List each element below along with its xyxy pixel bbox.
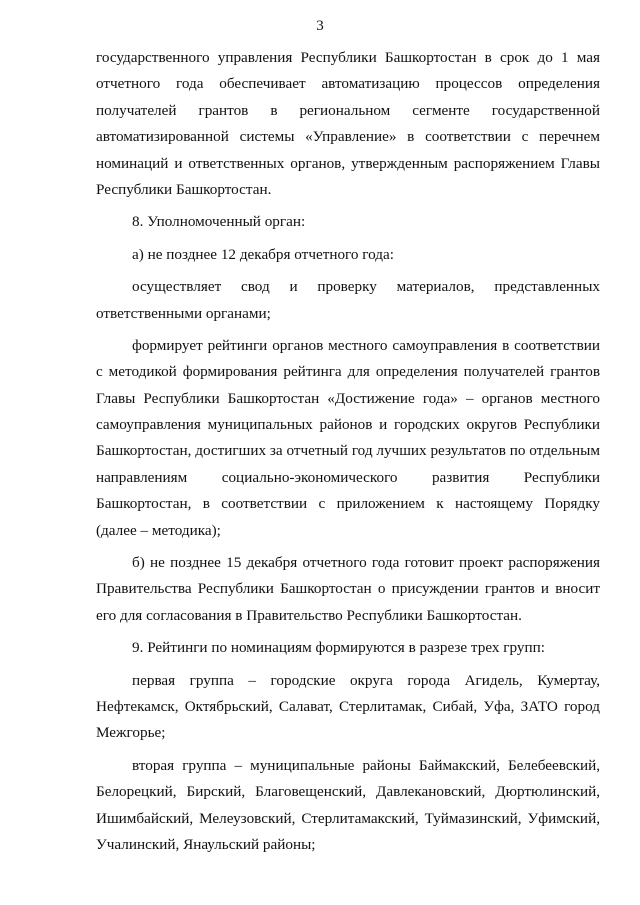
text-line: 8. Уполномоченный орган: <box>132 213 306 231</box>
text-line: получателей грантов в региональном сегменте государственной <box>96 101 600 119</box>
text-line: Главы Республики Башкортостан «Достижение года» – органов местного <box>96 389 600 407</box>
text-line: с методикой формирования рейтинга для определения получателей грантов <box>96 363 600 381</box>
text-line: его для согласования в Правительство Республики Башкортостан. <box>96 606 522 624</box>
text-line: Башкортостан, достигших за отчетный год лучших результатов по отдельным <box>96 442 600 460</box>
text-line: а) не позднее 12 декабря отчетного года: <box>132 245 394 263</box>
document-body <box>96 45 600 858</box>
text-line: отчетного года обеспечивает автоматизацию процессов определения <box>96 75 600 93</box>
text-line: 9. Рейтинги по номинациям формируются в разрезе трех групп: <box>132 639 545 657</box>
text-line: б) не позднее 15 декабря отчетного года готовит проект распоряжения <box>132 554 600 572</box>
text-line: автоматизированной системы «Управление» в соответствии с перечнем <box>96 128 600 146</box>
text-line: Правительства Республики Башкортостан о присуждении грантов и вносит <box>96 580 600 598</box>
text-line: номинаций и ответственных органов, утвержденным распоряжением Главы <box>96 154 600 172</box>
text-line: вторая группа – муниципальные районы Баймакский, Белебеевский, <box>132 756 600 774</box>
text-line: Ишимбайский, Мелеузовский, Стерлитамакский, Туймазинский, Уфимский, <box>96 809 600 827</box>
text-line: Межгорье; <box>96 724 166 742</box>
text-line: осуществляет свод и проверку материалов, представленных <box>132 278 600 296</box>
text-line: Башкортостан, в соответствии с приложением к настоящему Порядку <box>96 495 600 513</box>
text-line: первая группа – городские округа города Агидель, Кумертау, <box>132 671 600 689</box>
text-line: самоуправления муниципальных районов и городских округов Республики <box>96 416 600 434</box>
text-line: Белорецкий, Бирский, Благовещенский, Давлекановский, Дюртюлинский, <box>96 783 600 801</box>
text-line: Республики Башкортостан. <box>96 180 272 198</box>
text-line: направлениям социально-экономического развития Республики <box>96 468 600 486</box>
page-number: 3 <box>316 18 324 34</box>
text-line: Учалинский, Янаульский районы; <box>96 835 316 853</box>
text-line: государственного управления Республики Башкортостан в срок до 1 мая <box>96 49 600 66</box>
text-line: Нефтекамск, Октябрьский, Салават, Стерлитамак, Сибай, Уфа, ЗАТО город <box>96 697 600 715</box>
text-line: (далее – методика); <box>96 521 221 539</box>
text-line: ответственными органами; <box>96 304 271 322</box>
text-line: формирует рейтинги органов местного самоуправления в соответствии <box>132 336 600 354</box>
